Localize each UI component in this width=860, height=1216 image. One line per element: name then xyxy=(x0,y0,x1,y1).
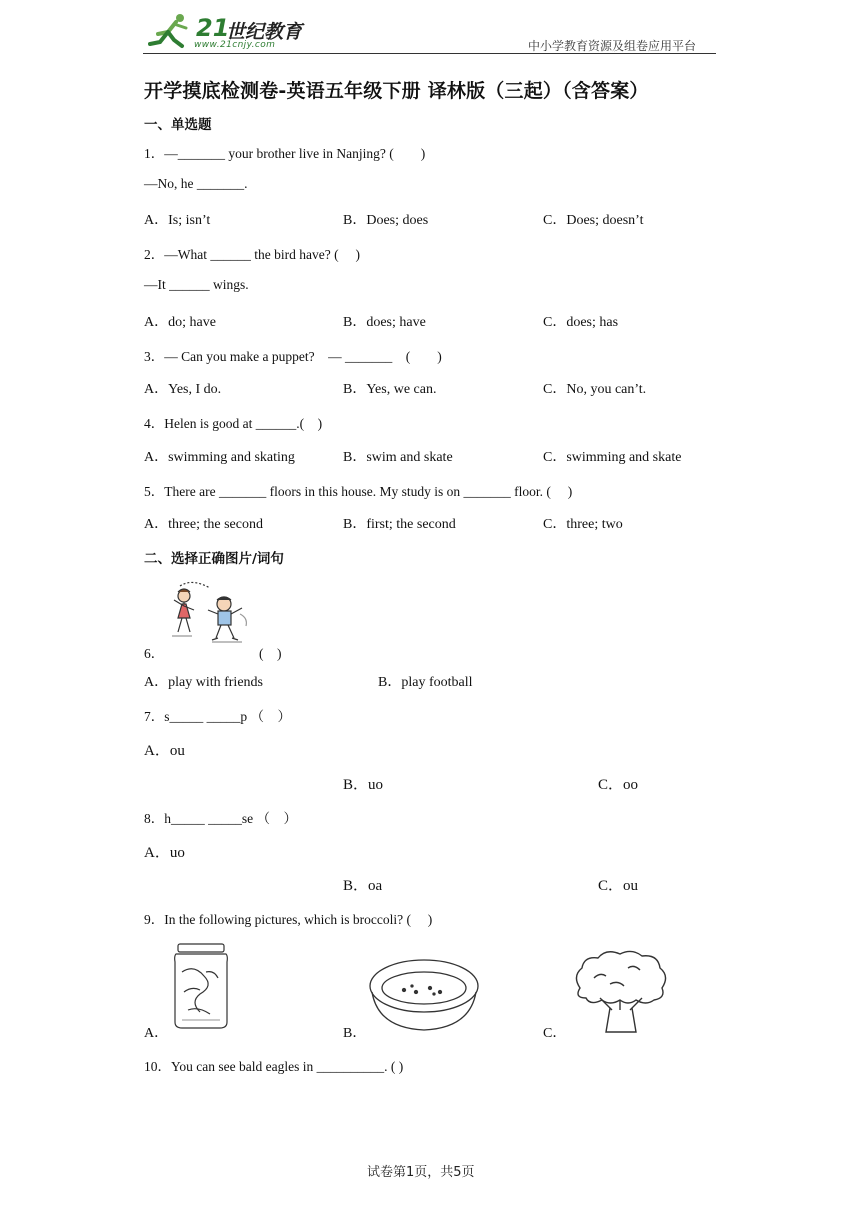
q3-option-a[interactable]: A．Yes, I do. xyxy=(144,382,222,397)
question-5: 5．There are _______ floors in this house. My study is on _______ floor. ( ) xyxy=(144,484,573,499)
broccoli-image xyxy=(570,948,672,1036)
soup-bowl-image xyxy=(368,956,480,1032)
q7-option-a[interactable]: A．ou xyxy=(144,743,185,759)
q9-option-a[interactable]: A． xyxy=(144,1026,169,1041)
logo-number: 21 xyxy=(196,14,230,42)
q6-option-a[interactable]: A．play with friends xyxy=(144,675,263,690)
section-heading-2: 二、选择正确图片/词句 xyxy=(144,551,284,567)
q6-option-b[interactable]: B．play football xyxy=(378,675,473,690)
question-10: 10．You can see bald eagles in __________. ( ) xyxy=(144,1059,404,1074)
page-footer: 试卷第1页，共5页 xyxy=(367,1165,475,1180)
question-7: 7．s_____ _____p （ ） xyxy=(144,709,292,724)
question-2-answer-line: —It ______ wings. xyxy=(144,277,249,292)
q7-option-c[interactable]: C．oo xyxy=(598,777,639,793)
q1-option-c[interactable]: C．Does; doesn’t xyxy=(543,213,644,228)
question-6-paren: ( ) xyxy=(259,646,282,661)
question-1-answer-line: —No, he _______. xyxy=(144,176,248,191)
jar-image xyxy=(170,942,232,1030)
q5-option-b[interactable]: B．first; the second xyxy=(343,517,456,532)
question-4: 4．Helen is good at ______.( ) xyxy=(144,416,323,431)
section-heading-1: 一、单选题 xyxy=(144,117,212,133)
question-8: 8．h_____ _____se （ ） xyxy=(144,811,297,826)
q7-option-b[interactable]: B．uo xyxy=(343,777,384,793)
q8-option-c[interactable]: C．ou xyxy=(598,878,639,894)
question-1: 1．—_______ your brother live in Nanjing? ( ) xyxy=(144,146,426,161)
header-divider xyxy=(143,53,716,54)
question-6-number: 6． xyxy=(144,646,165,661)
q1-option-b[interactable]: B．Does; does xyxy=(343,213,429,228)
q5-option-c[interactable]: C．three; two xyxy=(543,517,623,532)
q2-option-a[interactable]: A．do; have xyxy=(144,315,216,330)
q8-option-b[interactable]: B．oa xyxy=(343,878,383,894)
q9-option-c[interactable]: C． xyxy=(543,1026,567,1041)
q4-option-b[interactable]: B．swim and skate xyxy=(343,450,453,465)
q9-option-b[interactable]: B． xyxy=(343,1026,367,1041)
q4-option-c[interactable]: C．swimming and skate xyxy=(543,450,682,465)
q3-option-c[interactable]: C．No, you can’t. xyxy=(543,382,647,397)
q4-option-a[interactable]: A．swimming and skating xyxy=(144,450,295,465)
q2-option-c[interactable]: C．does; has xyxy=(543,315,619,330)
q5-option-a[interactable]: A．three; the second xyxy=(144,517,263,532)
platform-name: 中小学教育资源及组卷应用平台 xyxy=(528,39,697,53)
children-playing-image xyxy=(162,574,254,644)
logo-runner-icon xyxy=(146,12,196,50)
logo-brand: 世纪教育 xyxy=(226,21,303,43)
q8-option-a[interactable]: A．uo xyxy=(144,845,185,861)
question-3: 3．— Can you make a puppet? — _______ ( ) xyxy=(144,349,442,364)
q2-option-b[interactable]: B．does; have xyxy=(343,315,426,330)
q1-option-a[interactable]: A．Is; isn’t xyxy=(144,213,211,228)
question-2: 2．—What ______ the bird have? ( ) xyxy=(144,247,360,262)
q3-option-b[interactable]: B．Yes, we can. xyxy=(343,382,437,397)
page-title: 开学摸底检测卷-英语五年级下册 译林版（三起）（含答案） xyxy=(144,80,649,102)
question-9: 9．In the following pictures, which is broccoli? ( ) xyxy=(144,912,433,927)
logo-url: www.21cnjy.com xyxy=(194,40,276,50)
